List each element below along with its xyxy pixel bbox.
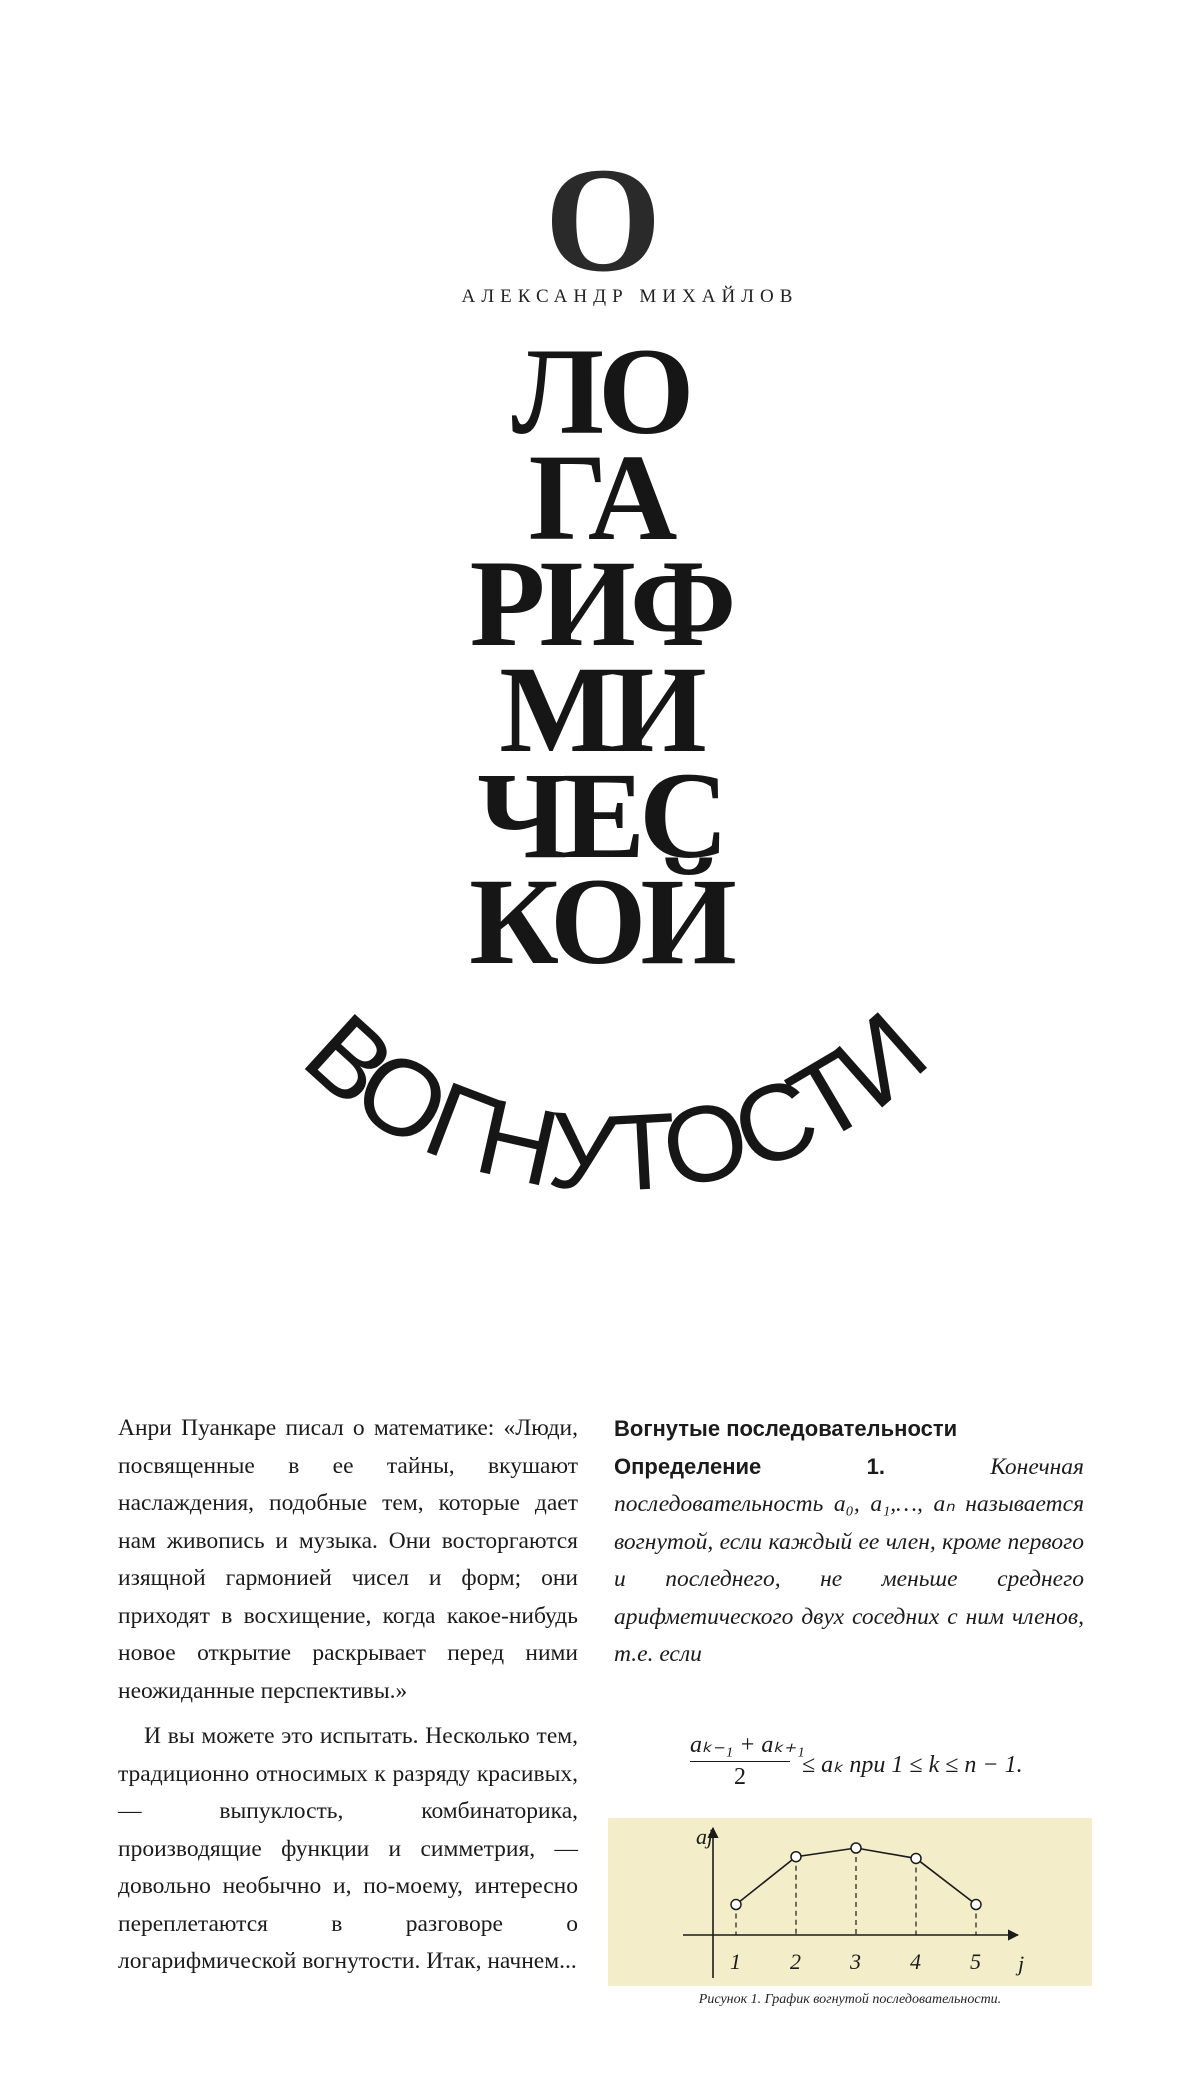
author-name: АЛЕКСАНДР МИХАЙЛОВ	[461, 286, 799, 307]
arc-title-text: ВОГНУТОСТИ	[282, 989, 948, 1215]
formula-numerator: aₖ₋₁ + aₖ₊₁	[690, 1730, 790, 1762]
title-line-3: РИФ	[469, 535, 731, 672]
x-tick-label: 5	[970, 1949, 981, 1974]
concavity-formula	[690, 1730, 1090, 1810]
arc-title-word	[283, 990, 948, 1214]
data-point	[791, 1852, 801, 1862]
x-tick-label: 4	[910, 1949, 921, 1974]
formula-condition: ≤ aₖ при 1 ≤ k ≤ n − 1.	[802, 1752, 1023, 1778]
y-axis-label: aj	[696, 1824, 714, 1849]
data-point	[731, 1900, 741, 1910]
title-line-6: КОЙ	[469, 853, 731, 990]
intro-paragraph: Анри Пуанкаре писал о математике: «Люди, посвященные в ее тайны, вкушают наслаждения, подобные тем, которые дает нам живопись и музыка. Они восторгаются изящной гармонией чисел и форм; они приходят в восхищение, когда какое-нибудь новое открытие раскрывает перед ними неожиданные перспективы.»	[118, 1415, 578, 1704]
definition-paragraph	[614, 1448, 1084, 1674]
x-tick-label: 1	[730, 1949, 741, 1974]
data-point	[911, 1853, 921, 1863]
title-line-1: ЛО	[511, 323, 689, 460]
figure-caption: Рисунок 1. График вогнутой последовательности.	[698, 1992, 1002, 2007]
title-letter-o: О	[544, 137, 662, 303]
right-column	[614, 1410, 1084, 1674]
left-column	[118, 1410, 578, 1981]
x-tick-label: 3	[850, 1949, 861, 1974]
data-point	[851, 1843, 861, 1853]
title-line-2: ГА	[528, 429, 672, 566]
data-point	[971, 1900, 981, 1910]
title-line-5: ЧЕС	[477, 747, 723, 884]
title-line-4: МИ	[499, 641, 701, 778]
definition-label: Определение 1.	[614, 1453, 886, 1479]
arc-title	[200, 853, 1030, 1260]
x-axis-label: j	[1018, 1951, 1025, 1976]
formula-denominator: 2	[734, 1764, 746, 1790]
section-heading: Вогнутые последовательности	[614, 1416, 958, 1441]
second-paragraph: И вы можете это испытать. Несколько тем, традиционно относимых к разряду красивых, — выпуклость, комбинаторика, производящие функции и симметрия, — довольно необычно и, по-моему, интересно переплетаются в разговоре о логарифмической вогнутости. Итак, начнем...	[118, 1723, 578, 1974]
definition-text: Конечная последовательность a₀, a₁,…, aₙ называется вогнутой, если каждый ее член, кроме первого и последнего, не меньше среднего арифметического двух соседних с ним членов, т.е. если	[614, 1453, 1084, 1667]
concave-sequence-chart	[608, 1818, 1092, 1986]
formula-fraction	[690, 1730, 805, 1791]
x-tick-label: 2	[790, 1949, 801, 1974]
